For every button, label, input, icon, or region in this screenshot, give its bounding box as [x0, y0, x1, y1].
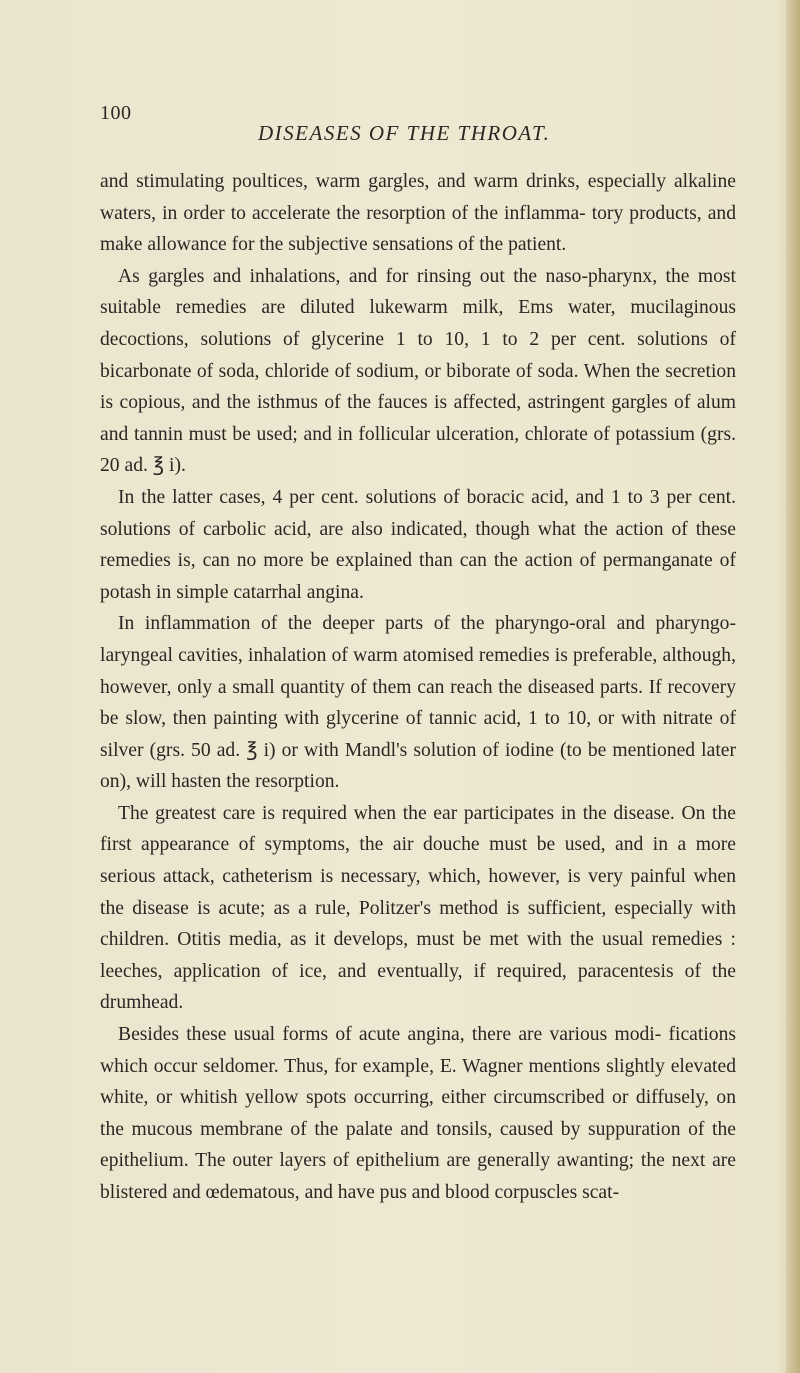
page-edge: [786, 0, 800, 1373]
paragraph-modifications: Besides these usual forms of acute angina, there are various modi- fications which occur seldomer. Thus, for example, E. Wagner mentions slightly elevated white, or whitish yellow spots occurring, either circumscribed or diffusely, on the mucous membrane of the palate and tonsils, caused by suppuration of the epithelium. The outer layers of epithelium are generally awanting; the next are blistered and œdematous, and have pus and blood corpuscles scat-: [100, 1024, 736, 1203]
body-text: [100, 166, 736, 1209]
running-head: DISEASES OF THE THROAT.: [258, 121, 551, 145]
page-number: 100: [100, 102, 132, 124]
paragraph-gargles: As gargles and inhalations, and for rinsing out the naso-pharynx, the most suitable remedies are diluted lukewarm milk, Ems water, mucilaginous decoctions, solutions of glycerine 1 to 10, 1 to 2 per cent. solutions of bicarbonate of soda, chloride of sodium, or biborate of soda. When the secretion is copious, and the isthmus of the fauces is affected, astringent gargles of alum and tannin must be used; and in follicular ulceration, chlorate of potassium (grs. 20 ad. ℥ i).: [100, 265, 736, 477]
paragraph-continuation: and stimulating poultices, warm gargles, and warm drinks, especially alkaline waters, in order to accelerate the resorption of the inflamma- tory products, and make allowance for the subjective sensations of the patient.: [100, 171, 736, 256]
paragraph-deeper-parts: In inflammation of the deeper parts of the pharyngo-oral and pharyngo-laryngeal cavities, inhalation of warm atomised remedies is preferable, although, however, only a small quantity of them can reach the diseased parts. If recovery be slow, then painting with glycerine of tannic acid, 1 to 10, or with nitrate of silver (grs. 50 ad. ℥ i) or with Mandl's solution of iodine (to be mentioned later on), will hasten the resorption.: [100, 613, 736, 793]
paragraph-latter-cases: In the latter cases, 4 per cent. solutions of boracic acid, and 1 to 3 per cent. solutions of carbolic acid, are also indicated, though what the action of these remedies is, can no more be explained than can the action of permanganate of potash in simple catarrhal angina.: [100, 486, 736, 603]
paragraph-ear: The greatest care is required when the ear participates in the disease. On the first appearance of symptoms, the air douche must be used, and in a more serious attack, catheterism is necessary, which, however, is very painful when the disease is acute; as a rule, Politzer's method is sufficient, especially with children. Otitis media, as it develops, must be met with the usual remedies : leeches, application of ice, and eventually, if required, paracentesis of the drumhead.: [100, 802, 736, 1014]
